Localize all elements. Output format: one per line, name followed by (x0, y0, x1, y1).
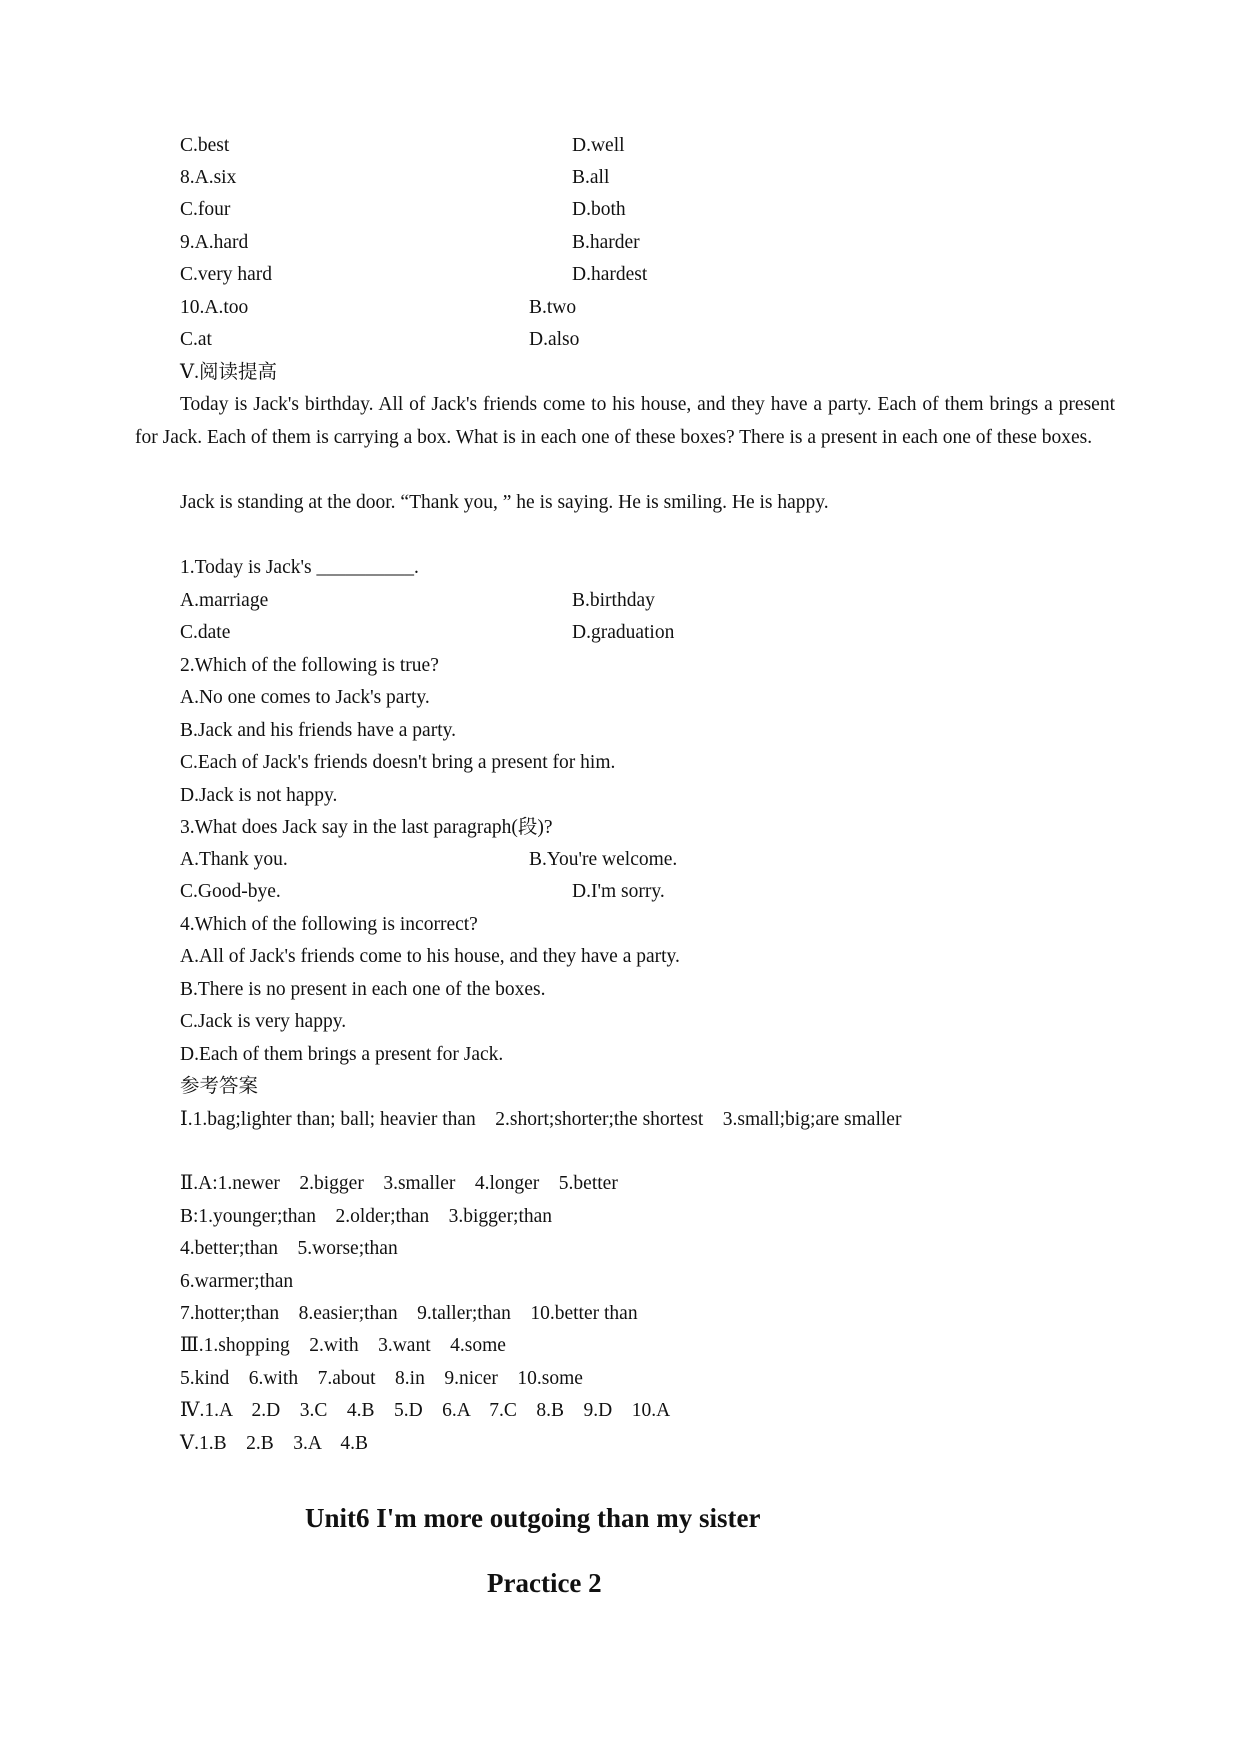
reading-q4-question: 4.Which of the following is incorrect? (180, 914, 478, 935)
reading-q2-option-d: D.Jack is not happy. (180, 785, 338, 806)
answers-part-2b-line1: B:1.younger;than 2.older;than 3.bigger;than (180, 1206, 553, 1227)
q8-option-d: D.both (572, 199, 626, 220)
reading-q3-option-b: B.You're welcome. (529, 849, 678, 870)
answers-part-2b-line4: 7.hotter;than 8.easier;than 9.taller;than 10.better than (180, 1303, 638, 1324)
reading-paragraph-1: Today is Jack's birthday. All of Jack's friends come to his house, and they have a party. Each of them brings a present for Jack. Each of them is carrying a box. What is in each one of these boxes? There is a present in each one of these boxes. (135, 394, 1115, 448)
answers-part-3a: Ⅲ.1.shopping 2.with 3.want 4.some (180, 1335, 506, 1356)
q7-option-c: C.best (180, 135, 230, 156)
q9-option-d: D.hardest (572, 264, 648, 285)
reading-q1-option-c: C.date (180, 622, 231, 643)
q8-option-b: B.all (572, 167, 610, 188)
q8-option-c: C.four (180, 199, 231, 220)
q10-option-c: C.at (180, 329, 212, 350)
reading-q3-question: 3.What does Jack say in the last paragraph(段)? (180, 817, 553, 838)
reading-q2-option-b: B.Jack and his friends have a party. (180, 720, 456, 741)
reading-q1-option-a: A.marriage (180, 590, 269, 611)
reading-paragraph-2: Jack is standing at the door. “Thank you, ” he is saying. He is smiling. He is happy. (180, 492, 829, 513)
answers-part-4: Ⅳ.1.A 2.D 3.C 4.B 5.D 6.A 7.C 8.B 9.D 10.A (180, 1400, 671, 1421)
reading-q3-option-c: C.Good-bye. (180, 881, 281, 902)
answers-part-2b-line2: 4.better;than 5.worse;than (180, 1238, 398, 1259)
answers-heading: 参考答案 (180, 1076, 259, 1097)
q8-option-a: 8.A.six (180, 167, 237, 188)
reading-q2-question: 2.Which of the following is true? (180, 655, 439, 676)
answers-part-5: Ⅴ.1.B 2.B 3.A 4.B (180, 1433, 368, 1454)
reading-q4-option-a: A.All of Jack's friends come to his house, and they have a party. (180, 946, 680, 967)
reading-q4-option-d: D.Each of them brings a present for Jack. (180, 1044, 504, 1065)
q9-option-b: B.harder (572, 232, 640, 253)
section5-heading: Ⅴ.阅读提高 (180, 362, 277, 383)
reading-q2-option-c: C.Each of Jack's friends doesn't bring a present for him. (180, 752, 616, 773)
answers-part-2a: Ⅱ.A:1.newer 2.bigger 3.smaller 4.longer 5.better (180, 1173, 618, 1194)
q10-option-b: B.two (529, 297, 577, 318)
q9-option-a: 9.A.hard (180, 232, 249, 253)
answers-part-1: Ⅰ.1.bag;lighter than; ball; heavier than 2.short;shorter;the shortest 3.small;big;are smaller (180, 1109, 902, 1130)
answers-part-2b-line3: 6.warmer;than (180, 1271, 294, 1292)
reading-q3-option-d: D.I'm sorry. (572, 881, 665, 902)
unit-title: Unit6 I'm more outgoing than my sister (305, 1503, 761, 1533)
q10-option-d: D.also (529, 329, 580, 350)
q10-option-a: 10.A.too (180, 297, 249, 318)
reading-q4-option-c: C.Jack is very happy. (180, 1011, 347, 1032)
reading-q3-option-a: A.Thank you. (180, 849, 288, 870)
q7-option-d: D.well (572, 135, 625, 156)
reading-q1-question: 1.Today is Jack's __________. (180, 557, 419, 578)
reading-q2-option-a: A.No one comes to Jack's party. (180, 687, 430, 708)
reading-q1-option-d: D.graduation (572, 622, 675, 643)
reading-q4-option-b: B.There is no present in each one of the boxes. (180, 979, 546, 1000)
reading-q1-option-b: B.birthday (572, 590, 655, 611)
q9-option-c: C.very hard (180, 264, 273, 285)
practice-title: Practice 2 (487, 1568, 602, 1598)
answers-part-3b: 5.kind 6.with 7.about 8.in 9.nicer 10.some (180, 1368, 583, 1389)
